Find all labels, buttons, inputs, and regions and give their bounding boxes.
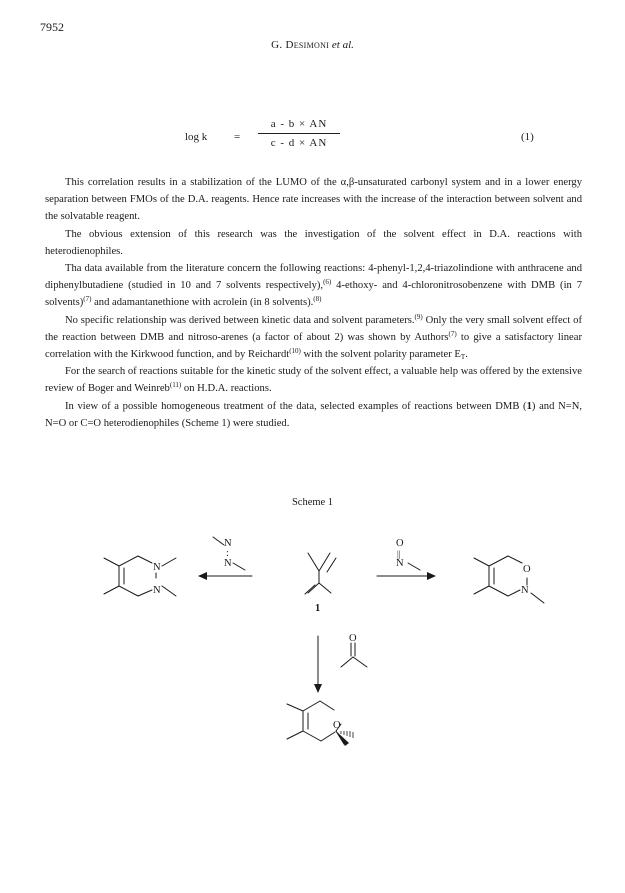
atom-n-top-left-1: N	[153, 562, 161, 573]
ref-6: (6)	[323, 278, 332, 287]
paragraph-6-text-a: In view of a possible homogeneous treatment of the data, selected examples of reactions between DMB (	[65, 400, 527, 412]
reagent-nitroso	[408, 563, 420, 570]
ref-11: (11)	[169, 381, 182, 390]
paragraph-4-text-a: No specific relationship was derived between kinetic data and solvent parameters.	[65, 314, 415, 326]
page-number: 7952	[40, 20, 64, 34]
paragraph-1: This correlation results in a stabilization of the LUMO of the α,β-unsaturated carbonyl system and in a lower energy separation between FMOs of the D.A. reagents. Hence rate increases with the increase of the interaction between solvent and the solvatable reagent.	[45, 177, 582, 223]
ref-7: (7)	[83, 295, 92, 304]
atom-o-nitroso: O	[396, 538, 404, 549]
equation-label: (1)	[521, 131, 534, 143]
paragraph-4-text-b: Only the very small solvent effect of the reaction between DMB and nitroso-arenes (a factor of about 2) was shown by Authors	[45, 314, 582, 343]
atom-n-nitroso: N	[396, 558, 404, 569]
ref-9: (9)	[414, 312, 423, 321]
atom-n-oxazine: N	[521, 585, 529, 596]
diene-dmb	[305, 553, 336, 594]
atom-n-azo-2: N	[224, 558, 232, 569]
paragraph-4-text-c: to give a satisfactory linear correlation with the Kirkwood function, and by Reichardt	[45, 331, 582, 361]
hash-bond	[341, 731, 353, 738]
paragraph-3-text-b: 4-ethoxy- and 4-chloronitrosobenzene with DMB (in 7 solvents)	[45, 280, 582, 309]
paragraph-2: The obvious extension of this research was the investigation of the solvent effect in D.A. reactions with heterodienophiles.	[45, 228, 582, 257]
reagent-carbonyl	[341, 643, 367, 667]
atom-n-azo-1: N	[224, 538, 232, 549]
ref-8: (8)	[313, 295, 322, 304]
equation-denominator: c - d × AN	[270, 137, 328, 149]
equation-lhs: log k	[185, 131, 208, 143]
product-oxazine	[474, 556, 544, 603]
ref-7b: (7)	[448, 329, 457, 338]
scheme-title: Scheme 1	[291, 497, 334, 508]
atom-o-oxazine: O	[523, 564, 531, 575]
product-pyridazine	[104, 556, 176, 596]
running-head-authors: G. Desimoni	[271, 39, 330, 51]
atom-o-carbonyl: O	[349, 633, 357, 644]
paragraph-5-text-a: For the search of reactions suitable for the kinetic study of the solvent effect, a valuable help was offered by the extensive review of Boger and Weinreb	[45, 366, 582, 395]
ref-10: (10)	[289, 347, 301, 356]
paragraph-4-text-e: .	[465, 349, 468, 361]
equation-equals: =	[234, 131, 241, 143]
compound-ref-1: 1	[526, 400, 532, 412]
azo-double-bond: :	[226, 548, 229, 559]
nitroso-double-bond: ||	[397, 549, 401, 559]
paragraph-4-text-d: with the solvent polarity parameter E	[300, 349, 461, 361]
equation-numerator: a - b × AN	[270, 118, 328, 130]
compound-label-1: 1	[315, 603, 321, 614]
running-head-et-al: et al.	[331, 39, 354, 51]
paragraph-3-text-a: Tha data available from the literature concern the following reactions: 4-phenyl-1,2,4-triazolindione with anthracene and diphenylbutadiene (studied in 10 and 7 solvents respectively),	[45, 263, 582, 292]
paragraph-3-text-c: and adamantanethione with acrolein (in 8 solvents).	[91, 297, 314, 309]
paragraph-5-text-b: on H.D.A. reactions.	[181, 383, 272, 395]
paragraph-6-text-b: ) and N=N, N=O or C=O heterodienophiles (Scheme 1) were studied.	[45, 400, 582, 429]
atom-n-bottom-left-1: N	[153, 585, 161, 596]
et-subscript: T	[460, 353, 466, 362]
atom-o-pyran: O	[333, 720, 341, 731]
